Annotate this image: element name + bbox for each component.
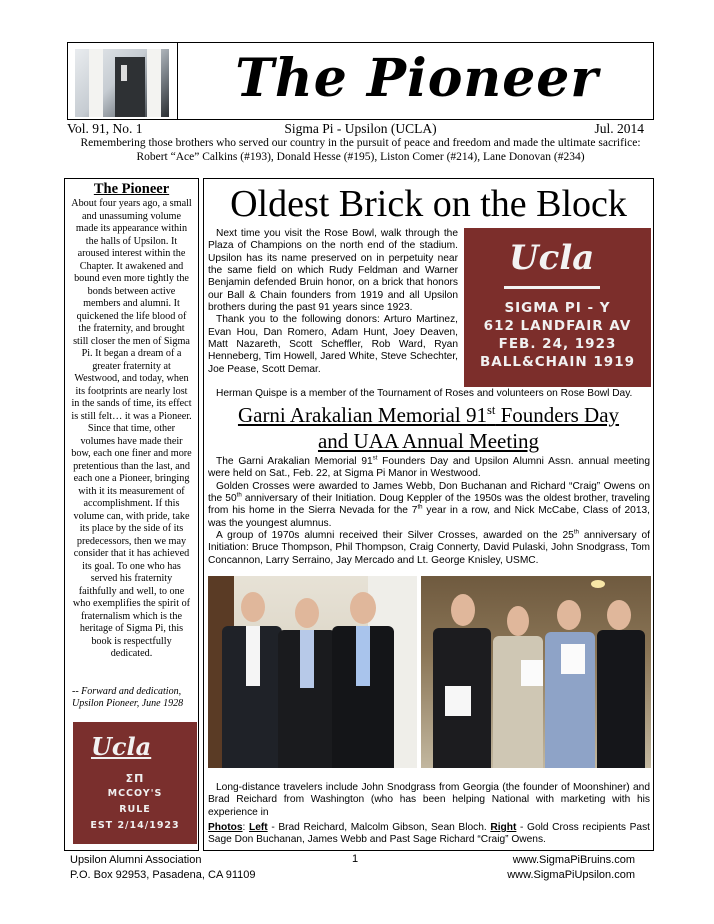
signature-line-1: -- Forward and dedication, xyxy=(72,686,182,697)
article2-headline-line2: and UAA Annual Meeting xyxy=(317,429,540,453)
footer-address: P.O. Box 92953, Pasadena, CA 91109 xyxy=(70,869,256,881)
brick-line-4: EST 2/14/1923 xyxy=(90,820,180,831)
footer-org: Upsilon Alumni Association xyxy=(70,854,202,866)
dedication-line-1: Remembering those brothers who served our country in the pursuit of peace and freedom and made the ultimate sacrifice: xyxy=(80,137,641,149)
sidebar-text: About four years ago, a small and unassuming volume made its appearance within the halls of Upsilon. It aroused interest within the Chapter. It awakened and bound even more tightly the bonds between active members and alumni. It quickened the life blood of the fraternity, and brought still closer the men of Sigma Pi. It began a dream of a greater fraternity at Westwood, and today, when its footprints are nearly lost in the sands of time, its effect is still felt… it was a Pioneer. Since that time, other volumes have made their bow, each one finer and more pretentious than the last, and each one a Pioneer, bringing with it its measurement of accomplishment. If this volume can, with pride, take its place by the side of its predecessors, then we may consider that it has achieved its goal. To one who has served his fraternity faithfully and well, to one who exemplifies the spirit of fraternalism which is the heritage of Sigma Pi, this book is respectfully dedicated. xyxy=(71,198,192,659)
article2-para3: A group of 1970s alumni received their Silver Crosses, awarded on the 25th anniversary of Initiation: Bruce Thompson, Phil Thompson, Craig Connerty, David Pulaski, John Snodgrass, Tom Concannon, Larry Serraino, Jay Mercado and Lt. George Knisley, USMC. xyxy=(208,528,650,566)
brick-line-3: FEB. 24, 1923 xyxy=(498,336,617,352)
footer-websites xyxy=(470,853,635,883)
article2-body xyxy=(208,456,650,567)
issue-date: Jul. 2014 xyxy=(594,121,644,136)
brick-line-1: ΣΠ xyxy=(125,772,145,785)
volume-number: Vol. 91, No. 1 xyxy=(67,121,143,136)
chapter-name: Sigma Pi - Upsilon (UCLA) xyxy=(284,121,437,136)
article1-headline: Oldest Brick on the Block xyxy=(230,183,627,225)
footer-url-2[interactable]: www.SigmaPiUpsilon.com xyxy=(507,869,635,881)
brick-line-1: SIGMA PI - Y xyxy=(504,300,611,316)
founders-day-photo-left xyxy=(208,576,417,768)
article2-para2: Golden Crosses were awarded to James Webb, Don Buchanan and Richard “Craig” Owens on the 50th anniversary of their Initiation. Doug Keppler of the 1950s was the oldest brother, traveling from his home in the Sierra Nevada for the 7th year in a row, and Nick McCabe, Class of 2013, was the youngest alumnus. xyxy=(208,480,651,529)
footer-address-block xyxy=(70,853,256,883)
newsletter-title: The Pioneer xyxy=(235,48,599,109)
rose-bowl-brick-photo xyxy=(464,228,651,387)
article2-headline-line1: Garni Arakalian Memorial 91st Founders Day xyxy=(237,403,620,427)
article1-body xyxy=(208,228,458,376)
brick-logo: Ucla xyxy=(509,238,595,278)
mccoys-rule-brick-photo xyxy=(73,722,197,844)
footer-url-1[interactable]: www.SigmaPiBruins.com xyxy=(512,854,635,866)
brick-line-2: MCCOY'S xyxy=(107,788,163,799)
article1-para1: Next time you visit the Rose Bowl, walk through the Plaza of Champions on the north end of the stadium. Upsilon has its name preserved on in perpetuity near the same field on which Rudy Feldman and Warner Benjamin defended Bruin honor, on a brick that honors our Ball & Chain founders from 1919 and all Upsilon brothers during the past 91 years since 1923. xyxy=(208,228,458,314)
brick-line-2: 612 LANDFAIR AV xyxy=(483,318,632,334)
dedication-line-2: Robert “Ace” Calkins (#193), Donald Hesse (#195), Liston Comer (#214), Lane Donovan (#234) xyxy=(136,151,585,163)
article1-para3: Herman Quispe is a member of the Tournament of Roses and volunteers on Rose Bowl Day. xyxy=(216,388,633,399)
article2-para4: Long-distance travelers include John Snodgrass from Georgia (the founder of Moonshiner) and Brad Reichard from Washington (who has been helping National with marketing with his experience in xyxy=(208,782,650,818)
article2-para1: The Garni Arakalian Memorial 91st Founders Day and Upsilon Alumni Assn. annual meeting were held on Sat., Feb. 22, at Sigma Pi Manor in Westwood. xyxy=(208,454,650,480)
masthead-divider xyxy=(177,42,178,120)
sidebar-title: The Pioneer xyxy=(93,181,170,197)
signature-line-2: Upsilon Pioneer, June 1928 xyxy=(72,698,184,709)
founders-day-photo-right xyxy=(421,576,651,768)
sidebar-signature xyxy=(72,686,196,710)
brick-line-4: BALL&CHAIN 1919 xyxy=(480,354,635,370)
brick-line-3: RULE xyxy=(119,804,151,815)
page-number: 1 xyxy=(351,853,359,865)
photo-caption: Photos: Left - Brad Reichard, Malcolm Gibson, Sean Bloch. Right - Gold Cross recipients Past Sage Don Buchanan, James Webb and Past Sage Richard “Craig” Owens. xyxy=(208,822,651,846)
masthead-photo xyxy=(75,49,169,117)
brick-logo: Ucla xyxy=(91,732,152,761)
article1-para2: Thank you to the following donors: Arturo Martinez, Evan Hou, Dan Romero, Adam Hunt, Joey Deaven, Matt Nazareth, Scott Scheffler, Rob Ward, Ryan Henneberg, Tim Howell, Jared White, Steve Schechter, Joe Pease, Scott Demar. xyxy=(208,314,458,375)
brick-logo-underline xyxy=(504,286,600,289)
